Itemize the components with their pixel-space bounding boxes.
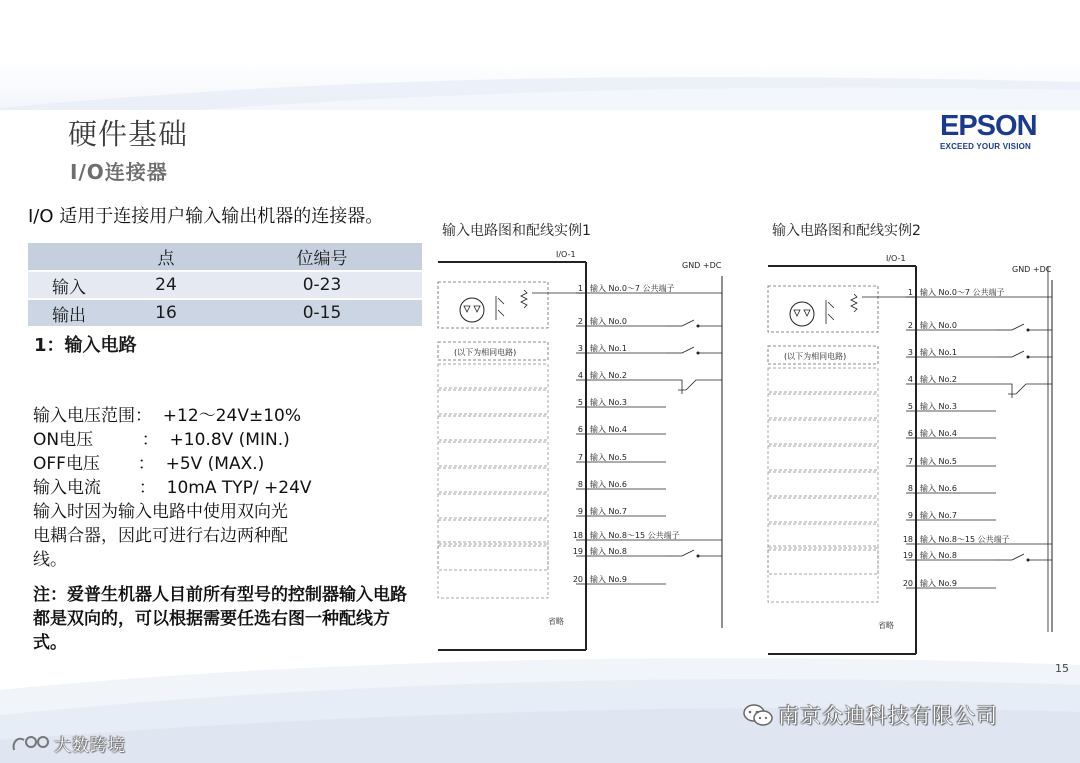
omitted-label: 省略	[548, 617, 564, 626]
optocoupler-symbol	[790, 302, 814, 326]
connector-label: I/O-1	[556, 250, 576, 259]
pin-label: 输入 No.8～15 公共端子	[590, 531, 680, 540]
pin-number: 18	[902, 535, 913, 544]
table-row	[28, 271, 422, 299]
pin-number: 8	[907, 484, 913, 493]
watermark-company-text: 南京众迪科技有限公司	[778, 704, 998, 728]
table-header-cell: 点	[110, 243, 222, 271]
watermark-brand	[10, 730, 126, 756]
pin-label: 输入 No.1	[920, 348, 957, 357]
table-cell: 0-23	[222, 271, 422, 299]
io-points-table	[28, 243, 422, 328]
note-text: 注：爱普生机器人目前所有型号的控制器输入电路都是双向的，可以根据需要任选右图一种配线方式。	[33, 585, 407, 653]
repeated-circuit-box	[438, 494, 548, 518]
diagram-1-title: 输入电路图和配线实例1	[442, 223, 591, 239]
gnd-dc-label: GND +DC	[1012, 265, 1052, 274]
pin-label: 输入 No.4	[920, 429, 957, 438]
pin-label: 输入 No.4	[590, 425, 627, 434]
pin-label: 输入 No.6	[920, 484, 957, 493]
repeated-circuit-box	[438, 416, 548, 440]
pin-label: 输入 No.9	[590, 575, 627, 584]
section-title: 1：输入电路	[34, 335, 137, 356]
repeated-circuit-box	[438, 468, 548, 492]
spec-line: 电耦合器，因此可进行右边两种配	[33, 526, 288, 546]
transistor-symbol	[826, 300, 834, 324]
repeated-circuit-box	[768, 446, 878, 470]
brand-logo-icon	[10, 732, 52, 754]
pin-number: 20	[572, 575, 583, 584]
gnd-dc-label: GND +DC	[682, 261, 722, 270]
repeated-circuit-box	[438, 390, 548, 414]
pin-label: 输入 No.8	[590, 547, 627, 556]
switch-blade	[1012, 554, 1024, 560]
repeated-circuit-box	[768, 550, 878, 574]
connector-label: I/O-1	[886, 254, 906, 263]
repeated-circuit-box	[768, 524, 878, 548]
table-header-cell	[28, 243, 110, 271]
pin-number: 2	[577, 317, 583, 326]
pin-label: 输入 No.3	[590, 398, 627, 407]
repeated-circuit-box	[768, 498, 878, 522]
pin-number: 5	[577, 398, 583, 407]
pin-number: 7	[577, 453, 583, 462]
table-header-row	[28, 243, 422, 271]
repeated-circuit-box	[768, 368, 878, 392]
table-cell: 0-15	[222, 299, 422, 327]
table-row	[28, 299, 422, 327]
same-circuit-label: (以下为相同电路)	[784, 352, 847, 361]
pin-label: 输入 No.7	[590, 507, 627, 516]
header-sweep-decoration	[0, 70, 1080, 110]
diode-symbol	[464, 306, 480, 312]
repeated-circuit-box	[438, 546, 548, 570]
switch-blade	[1012, 324, 1024, 330]
pin-label: 输入 No.6	[590, 480, 627, 489]
switch-blade	[682, 320, 694, 326]
pin-label: 输入 No.9	[920, 579, 957, 588]
spec-line: OFF电压 ： +5V (MAX.)	[33, 454, 265, 474]
pin-number: 3	[907, 348, 913, 357]
spec-line: ON电压 ： +10.8V (MIN.)	[33, 430, 290, 450]
optocoupler-box	[768, 286, 878, 332]
spec-line: 输入电流 ： 10mA TYP/ +24V	[33, 478, 312, 498]
pin-label: 输入 No.0～7 公共端子	[920, 288, 1005, 297]
pin-label: 输入 No.0～7 公共端子	[590, 284, 675, 293]
switch-blade	[1012, 351, 1024, 357]
spec-line: 输入时因为输入电路中使用双向光	[33, 502, 288, 522]
repeated-circuit-box	[438, 520, 548, 544]
pin-label: 输入 No.8～15 公共端子	[920, 535, 1010, 544]
pin-number: 7	[907, 457, 913, 466]
pin-label: 输入 No.7	[920, 511, 957, 520]
pin-label: 输入 No.0	[590, 317, 627, 326]
diagram-2-title: 输入电路图和配线实例2	[772, 223, 921, 239]
pin-number: 8	[577, 480, 583, 489]
table-header-cell: 位编号	[222, 243, 422, 271]
pin-number: 9	[907, 511, 913, 520]
pin-label: 输入 No.0	[920, 321, 957, 330]
pin-label: 输入 No.1	[590, 344, 627, 353]
intro-text: I/O 适用于连接用户输入输出机器的连接器。	[28, 206, 384, 227]
wiring-diagram-2	[762, 248, 1062, 666]
pin-number: 6	[907, 429, 913, 438]
pin-number: 1	[577, 284, 583, 293]
table-cell: 输出	[28, 299, 110, 327]
input-specs	[33, 404, 413, 572]
pin-number: 6	[577, 425, 583, 434]
transistor-switch	[666, 380, 722, 394]
optocoupler-box	[438, 282, 548, 328]
pin-label: 输入 No.8	[920, 551, 957, 560]
pin-number: 2	[907, 321, 913, 330]
pin-number: 18	[572, 531, 583, 540]
epson-logo	[940, 111, 1044, 151]
logo-tagline: EXCEED YOUR VISION	[940, 142, 1032, 151]
table-cell: 16	[110, 299, 222, 327]
pin-number: 4	[907, 375, 913, 384]
table-cell: 输入	[28, 271, 110, 299]
repeated-circuit-box	[438, 442, 548, 466]
diode-symbol	[794, 310, 810, 316]
page-number: 15	[1055, 662, 1069, 675]
slide-title: 硬件基础	[68, 117, 189, 151]
pin-number: 3	[577, 344, 583, 353]
table-cell: 24	[110, 271, 222, 299]
spec-line: 输入电压范围： +12～24V±10%	[33, 406, 301, 426]
pin-number: 19	[572, 547, 583, 556]
wiring-diagram-1	[432, 244, 732, 662]
pin-number: 9	[577, 507, 583, 516]
slide-subtitle: I/O连接器	[70, 160, 168, 184]
pin-label: 输入 No.3	[920, 402, 957, 411]
switch-blade	[682, 347, 694, 353]
logo-brand: EPSON	[940, 110, 1037, 142]
pin-label: 输入 No.5	[920, 457, 957, 466]
omitted-label: 省略	[878, 621, 894, 630]
resistor-symbol	[521, 290, 527, 308]
transistor-symbol	[496, 296, 504, 320]
pin-label: 输入 No.2	[920, 375, 957, 384]
pin-number: 20	[902, 579, 913, 588]
repeated-circuit-box	[768, 394, 878, 418]
spec-line: 线。	[33, 550, 67, 570]
pin-number: 1	[907, 288, 913, 297]
wechat-icon	[742, 703, 774, 727]
switch-blade	[682, 550, 694, 556]
watermark-company	[742, 700, 998, 730]
pin-number: 5	[907, 402, 913, 411]
repeated-circuit-box	[768, 420, 878, 444]
repeated-circuit-box	[438, 364, 548, 388]
pin-number: 19	[902, 551, 913, 560]
optocoupler-symbol	[460, 298, 484, 322]
pin-number: 4	[577, 371, 583, 380]
resistor-symbol	[851, 294, 857, 312]
pin-label: 输入 No.2	[590, 371, 627, 380]
transistor-switch	[996, 384, 1052, 398]
watermark-brand-text: 大数跨境	[54, 735, 126, 756]
same-circuit-label: (以下为相同电路)	[454, 348, 517, 357]
repeated-circuit-box	[768, 472, 878, 496]
pin-label: 输入 No.5	[590, 453, 627, 462]
